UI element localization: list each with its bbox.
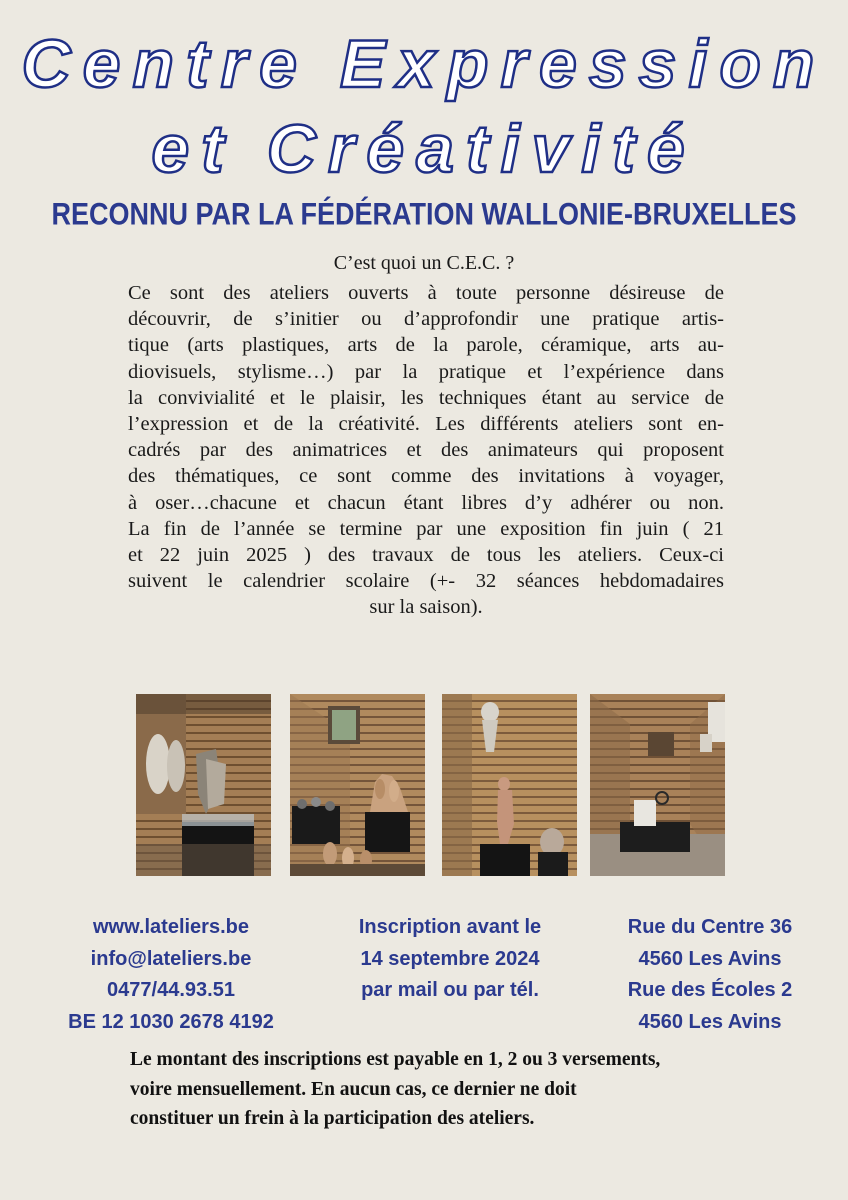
exhibition-photo-2	[290, 694, 425, 876]
website-link[interactable]: www.lateliers.be	[93, 916, 249, 938]
payment-note-line: voire mensuellement. En aucun cas, ce dernier ne doit	[130, 1078, 577, 1100]
intro-line: à oser…chacune et chacun étant libres d’y adhérer ou non.	[128, 491, 724, 514]
payment-note-line: Le montant des inscriptions est payable en 1, 2 ou 3 versements,	[130, 1049, 661, 1070]
phone-number: 0477/44.93.51	[107, 979, 235, 1001]
address-street-2: Rue des Écoles 2	[627, 979, 793, 1001]
intro-line: des thématiques, ce sont comme des invitations à voyager,	[128, 465, 724, 488]
payment-note-line: constituer un frein à la participation des ateliers.	[130, 1108, 535, 1129]
address-city-1: 4560 Les Avins	[638, 947, 782, 970]
exhibition-photo-3	[442, 694, 577, 876]
intro-line: Ce sont des ateliers ouverts à toute personne désireuse de	[128, 282, 724, 304]
intro-line: La fin de l’année se termine par une exposition fin juin ( 21	[128, 517, 724, 540]
contact-info	[56, 912, 286, 1038]
page-title-line1: Centre Expression	[21, 26, 827, 102]
page-title-line2: et Créativité	[151, 111, 697, 187]
address-info	[600, 912, 820, 1038]
intro-line: cadrés par des animatrices et des animateurs qui proposent	[128, 439, 724, 462]
address-street-1: Rue du Centre 36	[627, 916, 793, 938]
address-city-2: 4560 Les Avins	[638, 1010, 782, 1033]
bank-account: BE 12 1030 2678 4192	[68, 1010, 274, 1033]
intro-paragraph	[128, 280, 724, 621]
intro-line: l’expression et de la créativité. Les différents ateliers sont en-	[128, 413, 724, 436]
registration-deadline: 14 septembre 2024	[360, 947, 540, 970]
intro-question: C’est quoi un C.E.C. ?	[333, 252, 515, 274]
registration-method: par mail ou par tél.	[361, 979, 539, 1001]
registration-info	[330, 912, 570, 1007]
exhibition-photo-4	[590, 694, 725, 876]
intro-line: et 22 juin 2025 ) des travaux de tous les ateliers. Ceux-ci	[128, 544, 724, 567]
registration-line: Inscription avant le	[358, 916, 542, 938]
intro-line: suivent le calendrier scolaire (+- 32 séances hebdomadaires	[128, 570, 724, 593]
payment-note	[130, 1045, 770, 1134]
exhibition-photo-1	[136, 694, 271, 876]
recognition-subtitle: RECONNU PAR LA FÉDÉRATION WALLONIE-BRUXELLES	[51, 196, 797, 232]
intro-line: diovisuels, stylisme…) par la pratique et l’expérience dans	[128, 360, 724, 383]
email-link[interactable]: info@lateliers.be	[90, 947, 252, 970]
intro-line: découvrir, de s’initier ou d’approfondir une pratique artis-	[128, 308, 724, 331]
intro-line: tique (arts plastiques, arts de la parole, céramique, arts au-	[128, 334, 724, 357]
intro-last-line: sur la saison).	[369, 596, 483, 619]
intro-line: la convivialité et le plaisir, les techniques étant au service de	[128, 386, 724, 409]
